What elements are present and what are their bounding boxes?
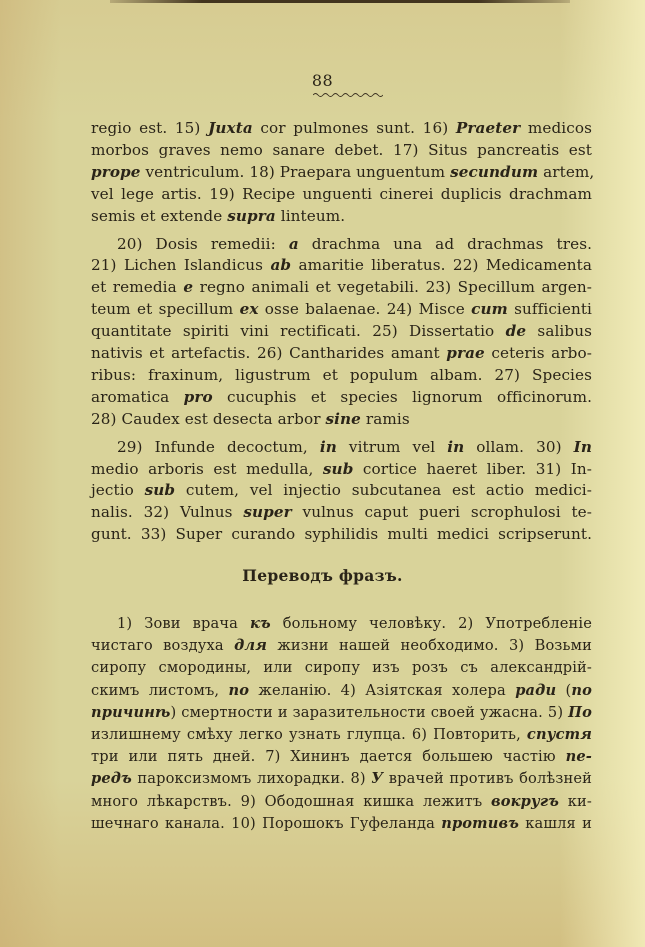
text-line xyxy=(91,657,592,679)
text-line xyxy=(91,408,592,430)
text-line xyxy=(91,501,592,523)
text-run: amaritie liberatus. 22) Medicamenta xyxy=(291,256,592,275)
italic-keyword: къ xyxy=(249,615,271,632)
text-run: regio est. 15) xyxy=(91,119,209,137)
text-run: vulnus caput pueri scrophulosi te- xyxy=(291,503,592,522)
text-run: cucuphis et species lignorum officinorum. xyxy=(212,387,592,406)
text-run: чистаго воздуха xyxy=(91,637,235,655)
text-line xyxy=(91,791,592,813)
italic-keyword: prae xyxy=(446,344,485,362)
text-line xyxy=(91,479,592,501)
text-run: ceteris arbo- xyxy=(484,344,592,362)
text-run: 21) Lichen Islandicus xyxy=(91,256,271,275)
text-line xyxy=(91,205,592,227)
text-run: врачей противъ болѣзней xyxy=(383,770,592,788)
text-line xyxy=(91,183,592,205)
text-run: cor pulmones sunt. 16) xyxy=(252,119,456,137)
text-run: больному человѣку. 2) Употребленіе xyxy=(270,615,592,632)
text-line xyxy=(117,613,592,635)
text-run: et remedia xyxy=(91,278,184,297)
text-run: salibus xyxy=(526,322,592,341)
text-run: ramis xyxy=(360,409,410,428)
text-run: nalis. 32) Vulnus xyxy=(91,503,244,522)
text-line xyxy=(91,117,592,139)
text-line xyxy=(91,298,592,320)
text-run: nativis et artefactis. 26) Cantharides amant xyxy=(91,344,447,362)
italic-keyword: in xyxy=(447,437,465,456)
italic-keyword: ex xyxy=(239,300,259,319)
text-run: morbos graves nemo sanare debet. 17) Situs pancreatis est xyxy=(91,140,592,159)
text-run: regno animali et vegetabili. 23) Specillum argen- xyxy=(193,278,592,297)
text-line xyxy=(91,139,592,161)
text-run: желанію. 4) Азіятская холера xyxy=(249,681,516,699)
text-run: cortice haeret liber. 31) In- xyxy=(353,459,592,478)
italic-keyword: in xyxy=(319,437,337,456)
text-run: semis et extende xyxy=(91,206,228,225)
text-run: aromatica xyxy=(91,387,184,406)
italic-keyword: secundum xyxy=(450,162,539,181)
text-line xyxy=(117,233,592,255)
text-run: ( xyxy=(556,681,572,699)
text-run: gunt. 33) Super curando syphilidis multi medici scripserunt. xyxy=(91,525,592,544)
text-run: 1) Зови врача xyxy=(117,615,250,632)
text-run: osse balaenae. 24) Misce xyxy=(258,300,472,319)
text-line xyxy=(91,342,592,364)
text-run: medio arboris est medulla, xyxy=(91,459,323,478)
text-run: жизни нашей необходимо. 3) Возьми xyxy=(266,637,592,655)
text-run: скимъ листомъ, xyxy=(91,681,229,699)
italic-keyword: для xyxy=(234,637,267,655)
italic-keyword: sub xyxy=(144,481,176,500)
text-line xyxy=(91,680,592,702)
text-run: много лѣкарствъ. 9) Ободошная кишка лежитъ xyxy=(91,792,492,810)
text-run: vel lege artis. 19) Recipe unguenti cinerei duplicis drachmam xyxy=(91,184,592,203)
text-run: сиропу смородины, или сиропу изъ розъ съ александрій- xyxy=(91,659,592,677)
italic-keyword: спустя xyxy=(526,726,592,743)
italic-keyword: редъ xyxy=(91,770,132,788)
text-line xyxy=(91,813,592,835)
text-run: ) смертности и заразительности своей ужасна. 5) xyxy=(170,703,569,721)
italic-keyword: sine xyxy=(325,409,361,428)
italic-keyword: пе- xyxy=(565,748,592,766)
italic-keyword: причинѣ xyxy=(91,703,171,721)
italic-keyword: In xyxy=(573,437,592,456)
section-heading: Переводъ фразъ. xyxy=(242,566,403,585)
text-run: кашля и xyxy=(519,814,592,832)
text-run: drachma una ad drachmas tres. xyxy=(298,234,593,253)
text-line xyxy=(91,746,592,768)
text-line xyxy=(91,386,592,408)
text-line xyxy=(91,276,592,298)
italic-keyword: ab xyxy=(270,256,292,275)
italic-keyword: по xyxy=(228,681,250,699)
text-run: ollam. 30) xyxy=(464,437,574,456)
page-number: 88 xyxy=(311,71,334,90)
text-line xyxy=(91,702,592,724)
text-run: medicos xyxy=(520,119,592,137)
italic-keyword: supra xyxy=(227,206,276,225)
text-line xyxy=(91,458,592,480)
italic-keyword: По xyxy=(568,703,592,721)
italic-keyword: Praeter xyxy=(455,119,521,137)
italic-keyword: pro xyxy=(183,387,213,406)
text-run: излишнему смѣху легко узнать глупца. 6) Повторить, xyxy=(91,726,527,743)
text-run: ventriculum. 18) Praepara unguentum xyxy=(140,162,451,181)
italic-keyword: super xyxy=(243,503,292,522)
text-run: шечнаго канала. 10) Порошокъ Гуфеланда xyxy=(91,814,442,832)
italic-keyword: cum xyxy=(471,300,508,319)
text-line xyxy=(91,768,592,790)
italic-keyword: a xyxy=(288,234,299,253)
text-run: 20) Dosis remedii: xyxy=(117,234,289,253)
text-line xyxy=(91,635,592,657)
text-run: cutem, vel injectio subcutanea est actio medici- xyxy=(175,481,592,500)
italic-keyword: de xyxy=(505,322,527,341)
text-run: ribus: fraxinum, ligustrum et populum albam. 27) Species xyxy=(91,365,592,384)
text-run: vitrum vel xyxy=(336,437,448,456)
wavy-rule-ornament xyxy=(313,92,383,98)
text-line xyxy=(91,364,592,386)
italic-keyword: противъ xyxy=(441,814,520,832)
text-run: artem, xyxy=(538,162,595,181)
italic-keyword: prope xyxy=(91,162,141,181)
text-run: quantitate spiriti vini rectificati. 25) Dissertatio xyxy=(91,322,506,341)
italic-keyword: ради xyxy=(515,681,557,699)
text-run: linteum. xyxy=(275,206,346,225)
text-run: три или пять дней. 7) Хининъ дается большею частію xyxy=(91,748,566,766)
text-run: 28) Caudex est desecta arbor xyxy=(91,409,326,428)
italic-keyword: по xyxy=(571,681,592,699)
page-top-edge xyxy=(110,0,570,3)
text-run: пароксизмомъ лихорадки. 8) xyxy=(131,770,372,788)
italic-keyword: вокругъ xyxy=(491,792,560,810)
text-run: ки- xyxy=(559,792,592,810)
text-line xyxy=(91,254,592,276)
text-run: 29) Infunde decoctum, xyxy=(117,437,320,456)
text-line xyxy=(91,320,592,342)
text-run: teum et specillum xyxy=(91,300,240,319)
text-run: sufficienti xyxy=(507,300,593,319)
text-line xyxy=(117,436,592,458)
text-run: jectio xyxy=(91,481,145,500)
italic-keyword: У xyxy=(371,770,384,788)
text-line xyxy=(91,161,595,183)
text-line xyxy=(91,523,592,545)
italic-keyword: e xyxy=(183,278,194,297)
text-line xyxy=(91,724,592,746)
italic-keyword: Juxta xyxy=(208,119,253,137)
italic-keyword: sub xyxy=(322,459,354,478)
